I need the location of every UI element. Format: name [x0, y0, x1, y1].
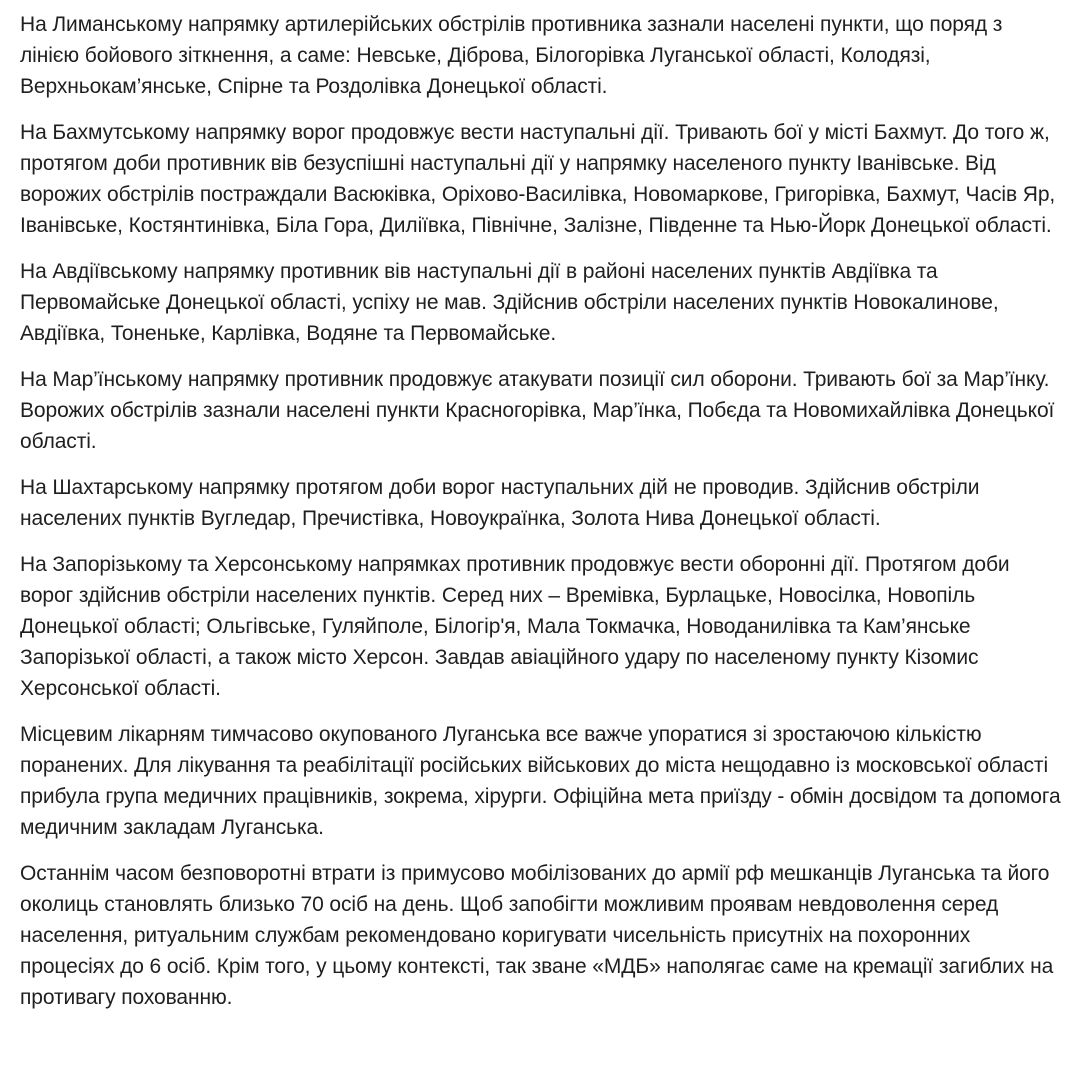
paragraph-zaporizhzhia-kherson-direction: На Запорізькому та Херсонському напрямках противник продовжує вести оборонні дії. Протягом доби ворог здійснив обстріли населених пунктів. Серед них – Времівка, Бурлацьке, Новосілка, Новопіль Донецької області; Ольгівське, Гуляйполе, Білогір'я, Мала Токмачка, Новоданилівка та Кам’янське Запорізької області, а також місто Херсон. Завдав авіаційного удару по населеному пункту Кізомис Херсонської області. [20, 553, 1010, 700]
paragraph-lyman-direction: На Лиманському напрямку артилерійських обстрілів противника зазнали населені пункти, що поряд з лінією бойового зіткнення, а саме: Невське, Діброва, Білогорівка Луганської області, Колодязі, Верхньокам’янське, Спірне та Роздолівка Донецької області. [20, 13, 1003, 98]
paragraph-luhansk-hospitals: Місцевим лікарням тимчасово окупованого Луганська все важче упоратися зі зростаючою кількістю поранених. Для лікування та реабілітації російських військових до міста нещодавно із московської області прибула група медичних працівників, зокрема, хірурги. Офіційна мета приїзду - обмін досвідом та допомога медичним закладам Луганська. [20, 723, 1061, 839]
paragraph-marinka-direction: На Мар’їнському напрямку противник продовжує атакувати позиції сил оборони. Тривають бої за Мар’їнку. Ворожих обстрілів зазнали населені пункти Красногорівка, Мар’їнка, Побєда та Новомихайлівка Донецької області. [20, 368, 1055, 453]
paragraph-shakhtarsk-direction: На Шахтарському напрямку протягом доби ворог наступальних дій не проводив. Здійснив обстріли населених пунктів Вугледар, Пречистівка, Новоукраїнка, Золота Нива Донецької області. [20, 476, 980, 530]
paragraph-bakhmut-direction: На Бахмутському напрямку ворог продовжує вести наступальні дії. Тривають бої у місті Бахмут. До того ж, протягом доби противник вів безуспішні наступальні дії у напрямку населеного пункту Іванівське. Від ворожих обстрілів постраждали Васюківка, Оріхово-Василівка, Новомаркове, Григорівка, Бахмут, Часів Яр, Іванівське, Костянтинівка, Біла Гора, Диліївка, Північне, Залізне, Південне та Нью-Йорк Донецької області. [20, 121, 1056, 237]
paragraph-avdiivka-direction: На Авдіївському напрямку противник вів наступальні дії в районі населених пунктів Авдіївка та Первомайське Донецької області, успіху не мав. Здійснив обстріли населених пунктів Новокалинове, Авдіївка, Тоненьке, Карлівка, Водяне та Первомайське. [20, 260, 999, 345]
paragraph-mobilized-losses: Останнім часом безповоротні втрати із примусово мобілізованих до армії рф мешканців Луганська та його околиць становлять близько 70 осіб на день. Щоб запобігти можливим проявам невдоволення серед населення, ритуальним службам рекомендовано коригувати чисельність присутніх на похоронних процесіях до 6 осіб. Крім того, у цьому контексті, так зване «МДБ» наполягає саме на кремації загиблих на противагу похованню. [20, 862, 1054, 1009]
